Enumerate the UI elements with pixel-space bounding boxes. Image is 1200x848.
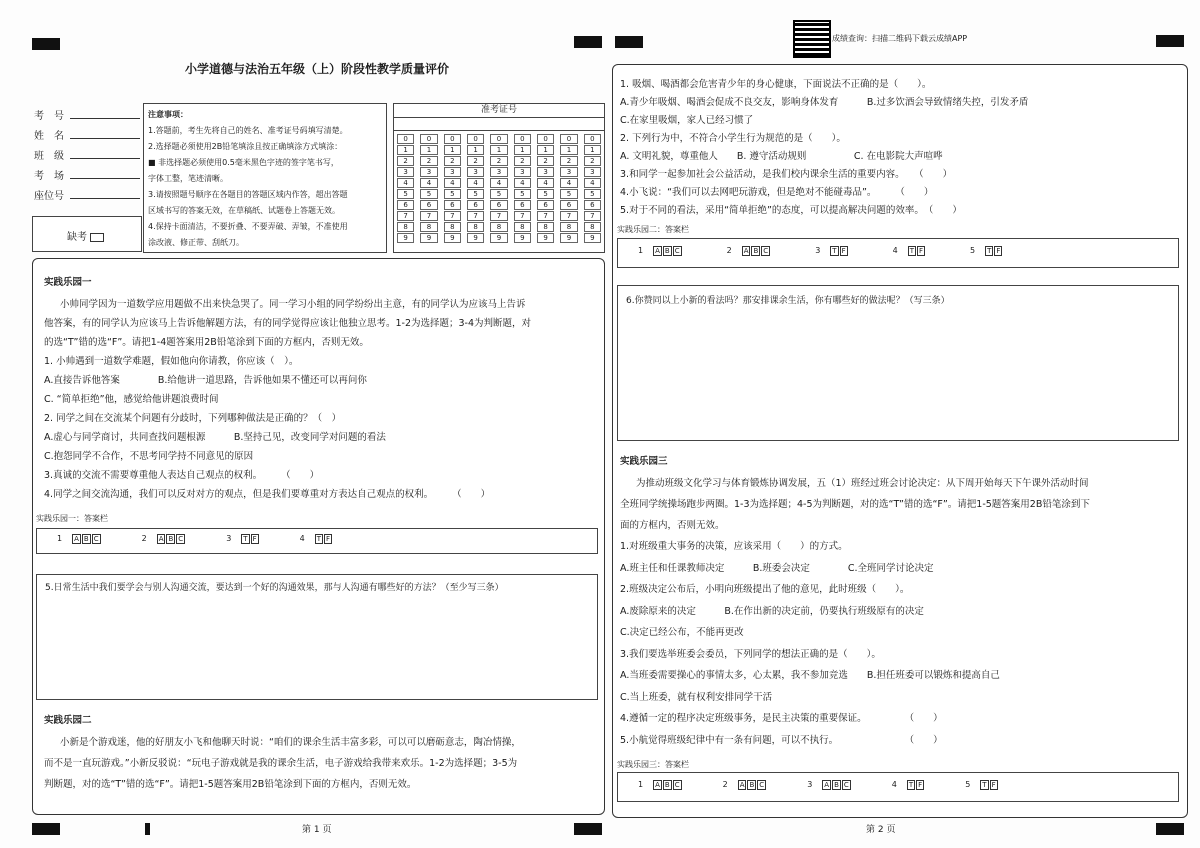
omr-digit-bubble[interactable]: 9 [584, 233, 601, 243]
answer-bubble[interactable]: F [991, 781, 996, 789]
absent-checkbox[interactable] [90, 233, 104, 242]
answer-item [727, 246, 772, 255]
answer-item [893, 246, 926, 255]
omr-digit-bubble[interactable]: 1 [397, 145, 414, 155]
answer-bubble[interactable]: T [987, 247, 992, 255]
omr-digit-bubble[interactable]: 2 [420, 156, 437, 166]
omr-digit-bubble[interactable]: 6 [467, 200, 484, 210]
omr-digit-bubble[interactable]: 0 [467, 134, 484, 144]
question-4: 4.同学之间交流沟通，我们可以反对对方的观点，但是我们要尊重对方表达自己观点的权利。 （ ） [44, 489, 491, 500]
answer-item [57, 534, 102, 543]
answer-bubble[interactable]: B [664, 781, 670, 789]
omr-digit-bubble[interactable]: 0 [514, 134, 531, 144]
answer-bubble[interactable]: T [909, 247, 914, 255]
question-2-option-c: C.决定已经公布，不能再更改 [620, 627, 744, 638]
omr-digit-bubble[interactable]: 5 [584, 189, 601, 199]
section-2 [44, 714, 596, 795]
omr-digit-grid[interactable] [394, 131, 604, 243]
omr-digit-bubble[interactable]: 0 [560, 134, 577, 144]
omr-digit-bubble[interactable]: 1 [514, 145, 531, 155]
note-line: 4.保持卡面清洁，不要折叠、不要弄破、弄皱，不准使用 [148, 222, 348, 231]
answer-number: 3 [815, 246, 821, 255]
exam-room-field[interactable] [70, 168, 140, 179]
omr-digit-bubble[interactable]: 0 [420, 134, 437, 144]
omr-digit-bubble[interactable]: 0 [444, 134, 461, 144]
omr-digit-bubble[interactable]: 0 [537, 134, 554, 144]
answer-bubble[interactable]: B [168, 535, 174, 543]
omr-digit-bubble[interactable]: 4 [397, 178, 414, 188]
omr-digit-bubble[interactable]: 6 [514, 200, 531, 210]
answer-item [965, 780, 998, 789]
omr-digit-bubble[interactable]: 8 [537, 222, 554, 232]
omr-digit-bubble[interactable]: 5 [467, 189, 484, 199]
omr-digit-bubble[interactable]: 7 [467, 211, 484, 221]
question-2-options: A.虚心与同学商讨，共同查找问题根源 B.坚持己见，改变同学对问题的看法 [44, 432, 386, 443]
answer-bar [617, 772, 1179, 802]
intro-line: 面的方框内，否则无效。 [620, 520, 725, 531]
omr-digit-bubble[interactable]: 4 [467, 178, 484, 188]
omr-digit-bubble[interactable]: 2 [584, 156, 601, 166]
question-1-options: A.班主任和任课教师决定 B.班委会决定 C.全班同学讨论决定 [620, 562, 934, 574]
answer-number: 3 [807, 780, 813, 789]
answer-bubble[interactable]: F [252, 535, 257, 543]
answer-item [815, 246, 848, 255]
omr-digit-bubble[interactable]: 8 [467, 222, 484, 232]
answer-number: 5 [965, 780, 971, 789]
question-3-option-c: C.当上班委，就有权利安排同学干活 [620, 691, 773, 703]
registration-mark [1156, 823, 1184, 835]
answer-bubble[interactable]: A [158, 535, 164, 543]
omr-digit-bubble[interactable]: 9 [397, 233, 414, 243]
omr-digit-bubble[interactable]: 7 [420, 211, 437, 221]
answer-bar-label: 实践乐园一：答案栏 [36, 514, 108, 523]
answer-item [300, 534, 333, 543]
registration-mark [32, 38, 60, 50]
answer-bubble[interactable]: C [674, 247, 680, 255]
answer-bubble[interactable]: C [763, 247, 769, 255]
omr-digit-bubble[interactable]: 1 [584, 145, 601, 155]
omr-digit-bubble[interactable]: 5 [490, 189, 507, 199]
omr-digit-bubble[interactable]: 8 [420, 222, 437, 232]
omr-digit-bubble[interactable]: 7 [514, 211, 531, 221]
question-4: 4.遵循一定的程序决定班级事务，是民主决策的重要保证。 （ ） [620, 713, 943, 724]
question-6: 6.你赞同以上小新的看法吗？那安排课余生活，你有哪些好的做法呢？（写三条） [626, 296, 950, 306]
omr-digit-bubble[interactable]: 3 [560, 167, 577, 177]
omr-digit-bubble[interactable]: 6 [490, 200, 507, 210]
qr-code-icon[interactable] [793, 20, 831, 58]
answer-bubble[interactable]: A [739, 781, 745, 789]
omr-digit-bubble[interactable]: 8 [444, 222, 461, 232]
omr-digit-bubble[interactable]: 2 [397, 156, 414, 166]
intro-line: 的选“T”错的选“F”。请把1-4题答案用2B铅笔涂到下面的方框内，否则无效。 [44, 337, 369, 348]
question-1-options: A.直接告诉他答案 B.给他讲一道思路，告诉他如果不懂还可以再问你 [44, 375, 367, 386]
answer-bar-label: 实践乐园二：答案栏 [617, 225, 689, 234]
omr-digit-bubble[interactable]: 2 [490, 156, 507, 166]
note-line: 1.答题前，考生先将自己的姓名、准考证号码填写清楚。 [148, 126, 348, 135]
omr-digit-bubble[interactable]: 6 [397, 200, 414, 210]
question-3: 3.真诚的交流不需要尊重他人表达自己观点的权利。 （ ） [44, 470, 320, 481]
omr-digit-bubble[interactable]: 5 [514, 189, 531, 199]
answer-number: 1 [57, 534, 63, 543]
answer-item [142, 534, 187, 543]
omr-digit-bubble[interactable]: 5 [560, 189, 577, 199]
handwriting-area[interactable] [45, 601, 589, 693]
absent-box [32, 216, 142, 252]
answer-bubble[interactable]: F [325, 535, 330, 543]
omr-digit-bubble[interactable]: 4 [490, 178, 507, 188]
omr-digit-bubble[interactable]: 1 [420, 145, 437, 155]
class-field[interactable] [70, 148, 140, 159]
omr-digit-bubble[interactable]: 9 [490, 233, 507, 243]
question-1-options: A.青少年吸烟、喝酒会促成不良交友，影响身体发育 B.过多饮酒会导致情绪失控，引发矛盾 [620, 97, 1029, 108]
section-title: 实践乐园一 [44, 277, 92, 288]
omr-digit-bubble[interactable]: 3 [420, 167, 437, 177]
intro-line: 他答案，有的同学认为应该马上告诉他解题方法，有的同学觉得应该让他独立思考。1-2为选择题；3-4为判断题，对 [44, 318, 532, 329]
omr-digit-bubble[interactable]: 4 [560, 178, 577, 188]
registration-mark [574, 36, 602, 48]
notes-box [143, 103, 387, 253]
answer-bubble[interactable]: C [178, 535, 184, 543]
omr-digit-bubble[interactable]: 1 [560, 145, 577, 155]
answer-bar [617, 238, 1179, 268]
question-3-options: A.当班委需要操心的事情太多，心太累，我不参加竞选 B.担任班委可以锻炼和提高自己 [620, 670, 1000, 681]
question-2-options: A. 文明礼貌，尊重他人 B. 遵守活动规则 C. 在电影院大声喧哗 [620, 151, 943, 162]
omr-digit-bubble[interactable]: 7 [537, 211, 554, 221]
omr-digit-bubble[interactable]: 3 [444, 167, 461, 177]
registration-mark [615, 36, 643, 48]
answer-bubble[interactable]: T [982, 781, 987, 789]
question-2: 2. 下列行为中，不符合小学生行为规范的是（ ）。 [620, 133, 846, 144]
answer-bubble[interactable]: A [743, 247, 749, 255]
exam-title: 小学道德与法治五年级（上）阶段性教学质量评价 [185, 62, 450, 76]
answer-number: 1 [638, 780, 644, 789]
answer-bubble[interactable]: T [832, 247, 837, 255]
section-2-questions [620, 76, 1180, 220]
answer-bubble[interactable]: A [74, 535, 79, 543]
omr-digit-bubble[interactable]: 9 [514, 233, 531, 243]
omr-digit-bubble[interactable]: 4 [444, 178, 461, 188]
question-3: 3.和同学一起参加社会公益活动，是我们校内课余生活的重要内容。 （ ） [620, 169, 953, 180]
answer-bubble[interactable]: F [918, 781, 923, 789]
omr-digit-bubble[interactable]: 7 [560, 211, 577, 221]
note-line: 区域书写的答案无效，在草稿纸、试题卷上答题无效。 [148, 206, 340, 215]
note-line: 涂改液、修正带、刮纸刀。 [148, 238, 244, 247]
omr-digit-bubble[interactable]: 1 [537, 145, 554, 155]
student-id-field[interactable] [70, 108, 140, 119]
omr-digit-bubble[interactable]: 6 [420, 200, 437, 210]
answer-item [226, 534, 259, 543]
page-number: 第 2 页 [866, 825, 896, 835]
omr-digit-bubble[interactable]: 7 [584, 211, 601, 221]
answer-item [638, 780, 683, 789]
omr-digit-bubble[interactable]: 1 [490, 145, 507, 155]
question-2-options: A.废除原来的决定 B.在作出新的决定前，仍要执行班级原有的决定 [620, 605, 924, 617]
question-5: 5.对于不同的看法，采用“简单拒绝”的态度，可以提高解决问题的效率。 （ ） [620, 205, 962, 216]
omr-digit-bubble[interactable]: 4 [420, 178, 437, 188]
omr-digit-bubble[interactable]: 7 [444, 211, 461, 221]
answer-number: 4 [299, 534, 305, 543]
name-field[interactable] [70, 128, 140, 139]
omr-digit-bubble[interactable]: 4 [537, 178, 554, 188]
omr-digit-bubble[interactable]: 3 [514, 167, 531, 177]
omr-digit-bubble[interactable]: 1 [467, 145, 484, 155]
omr-digit-bubble[interactable]: 5 [537, 189, 554, 199]
answer-bubble[interactable]: A [824, 781, 830, 789]
admission-number-grid [393, 103, 605, 253]
question-1: 1. 小帅遇到一道数学难题，假如他向你请教，你应该（ ）。 [44, 356, 299, 367]
omr-digit-bubble[interactable]: 5 [397, 189, 414, 199]
seat-field[interactable] [70, 188, 140, 199]
answer-bubble[interactable]: T [908, 781, 914, 789]
open-question-box [36, 574, 598, 700]
answer-number: 3 [226, 534, 232, 543]
omr-digit-bubble[interactable]: 6 [584, 200, 601, 210]
omr-digit-bubble[interactable]: 4 [584, 178, 601, 188]
omr-digit-bubble[interactable]: 4 [514, 178, 531, 188]
omr-digit-bubble[interactable]: 8 [584, 222, 601, 232]
omr-digit-bubble[interactable]: 5 [444, 189, 461, 199]
omr-digit-bubble[interactable]: 3 [584, 167, 601, 177]
omr-digit-bubble[interactable]: 2 [537, 156, 554, 166]
intro-line: 判断题，对的选“T”错的选“F”。请把1-5题答案用2B铅笔涂到下面的方框内，否则无效。 [44, 779, 417, 790]
answer-bubble[interactable]: T [243, 535, 248, 543]
omr-digit-bubble[interactable]: 9 [560, 233, 577, 243]
answer-bubble[interactable]: F [918, 247, 923, 255]
answer-number: 2 [722, 780, 728, 789]
notes-title: 注意事项： [148, 110, 188, 119]
registration-mark [1156, 35, 1184, 47]
omr-digit-bubble[interactable]: 3 [490, 167, 507, 177]
section-3 [620, 455, 1180, 751]
omr-digit-bubble[interactable]: 6 [560, 200, 577, 210]
answer-bubble[interactable]: A [655, 781, 660, 789]
question-5: 5.小航觉得班级纪律中有一条有问题，可以不执行。 （ ） [620, 734, 943, 746]
answer-item [892, 780, 925, 789]
omr-digit-bubble[interactable]: 7 [490, 211, 507, 221]
answer-number: 4 [891, 780, 897, 789]
answer-bubble[interactable]: F [996, 247, 1001, 255]
answer-bubble[interactable]: B [749, 781, 755, 789]
student-info: 考 号 姓 名 班 级 考 场 座位号 [34, 108, 140, 204]
omr-digit-bubble[interactable]: 9 [537, 233, 554, 243]
answer-bar [36, 528, 598, 554]
question-1-option-c: C.在家里吸烟，家人已经习惯了 [620, 115, 754, 126]
question-5: 5.日常生活中我们要学会与别人沟通交流，要达到一个好的沟通效果，那与人沟通有哪些好的方法？（至少写三条） [45, 583, 504, 593]
omr-digit-bubble[interactable]: 2 [467, 156, 484, 166]
question-1: 1.对班级重大事务的决策，应该采用（ ）的方式。 [620, 541, 848, 552]
answer-bubble[interactable]: F [841, 247, 846, 255]
answer-number: 5 [970, 246, 976, 255]
omr-digit-bubble[interactable]: 2 [560, 156, 577, 166]
omr-digit-bubble[interactable]: 0 [490, 134, 507, 144]
registration-mark [145, 823, 150, 835]
omr-digit-bubble[interactable]: 3 [537, 167, 554, 177]
answer-bubble[interactable]: C [93, 535, 99, 543]
handwriting-area[interactable] [626, 314, 1170, 434]
answer-bubble[interactable]: A [655, 247, 660, 255]
question-3: 3.我们要选举班委会委员，下列同学的想法正确的是（ ）。 [620, 648, 881, 660]
section-1 [44, 276, 596, 504]
answer-number: 2 [726, 246, 732, 255]
answer-bubble[interactable]: B [834, 781, 839, 789]
answer-bubble[interactable]: B [753, 247, 759, 255]
note-line: 3.请按照题号顺序在各题目的答题区域内作答，超出答题 [148, 190, 348, 199]
registration-mark [574, 823, 602, 835]
question-2-option-c: C.抱怨同学不合作，不思考同学持不同意见的原因 [44, 451, 254, 462]
open-question-box [617, 285, 1179, 441]
omr-digit-bubble[interactable]: 8 [560, 222, 577, 232]
note-line: 字体工整，笔迹清晰。 [148, 174, 228, 183]
answer-item [807, 780, 852, 789]
answer-bubble[interactable]: B [83, 535, 89, 543]
answer-bubble[interactable]: B [664, 247, 670, 255]
answer-bubble[interactable]: C [843, 781, 849, 789]
answer-bar-label: 实践乐园三：答案栏 [617, 760, 689, 769]
omr-digit-bubble[interactable]: 9 [420, 233, 437, 243]
answer-number: 4 [892, 246, 898, 255]
section-title: 实践乐园二 [44, 715, 92, 726]
question-1-option-c: C. “简单拒绝”他，感觉给他讲题浪费时间 [44, 394, 219, 405]
omr-digit-bubble[interactable]: 6 [537, 200, 554, 210]
answer-bubble[interactable]: C [759, 781, 765, 789]
omr-digit-bubble[interactable]: 3 [397, 167, 414, 177]
note-line: ■ 非选择题必须使用0.5毫米黑色字迹的签字笔书写， [148, 158, 339, 167]
question-2: 2.班级决定公布后，小明向班级提出了他的意见，此时班级（ ）。 [620, 584, 910, 595]
absent-label: 缺考 [67, 228, 104, 243]
answer-bubble[interactable]: T [316, 535, 321, 543]
omr-digit-bubble[interactable]: 7 [397, 211, 414, 221]
qr-caption: 成绩查询：扫描二维码下载云成绩APP [832, 34, 968, 43]
intro-line: 而不是一直玩游戏。”小新反驳说：“玩电子游戏就是我的课余生活，电子游戏给我带来欢乐。1-2为选择题；3-5为 [44, 758, 518, 769]
answer-item [723, 780, 768, 789]
intro-line: 小新是个游戏迷，他的好朋友小飞和他聊天时说：“咱们的课余生活丰富多彩，可以可以磨砺意志，陶冶情操， [60, 737, 521, 748]
omr-digit-bubble[interactable]: 6 [444, 200, 461, 210]
intro-line: 为推动班级文化学习与体育锻炼协调发展，五（1）班经过班会讨论决定：从下周开始每天下午课外活动时间 [636, 478, 1089, 489]
page-number: 第 1 页 [302, 825, 332, 835]
intro-line: 全班同学统操场跑步两圈。1-3为选择题；4-5为判断题，对的选“T”错的选“F”。请把1-5题答案用2B铅笔涂到下 [620, 499, 1090, 510]
question-1: 1. 吸烟、喝酒都会危害青少年的身心健康，下面说法不正确的是（ ）。 [620, 79, 932, 90]
answer-number: 2 [141, 534, 147, 543]
omr-digit-bubble[interactable]: 2 [514, 156, 531, 166]
question-2: 2. 同学之间在交流某个问题有分歧时，下列哪种做法是正确的？（ ） [44, 413, 342, 424]
omr-digit-bubble[interactable]: 9 [467, 233, 484, 243]
omr-digit-bubble[interactable]: 8 [490, 222, 507, 232]
intro-line: 小帅同学因为一道数学应用题做不出来快急哭了。同一学习小组的同学纷纷出主意，有的同学认为应该马上告诉 [60, 299, 526, 310]
section-title: 实践乐园三 [620, 456, 668, 467]
answer-item [970, 246, 1003, 255]
omr-digit-bubble[interactable]: 8 [397, 222, 414, 232]
note-line: 2.选择题必须使用2B铅笔填涂且按正确填涂方式填涂： [148, 142, 343, 151]
omr-digit-bubble[interactable]: 3 [467, 167, 484, 177]
omr-digit-bubble[interactable]: 0 [397, 134, 414, 144]
question-4: 4.小飞说：“我们可以去网吧玩游戏，但是绝对不能碰毒品”。 （ ） [620, 187, 934, 198]
omr-digit-bubble[interactable]: 9 [444, 233, 461, 243]
omr-digit-bubble[interactable]: 8 [514, 222, 531, 232]
answer-number: 1 [638, 246, 644, 255]
omr-digit-bubble[interactable]: 1 [444, 145, 461, 155]
admission-title: 准考证号 [394, 104, 604, 118]
omr-digit-bubble[interactable]: 0 [584, 134, 601, 144]
registration-mark [32, 823, 60, 835]
answer-bubble[interactable]: C [674, 781, 680, 789]
answer-item [638, 246, 683, 255]
omr-digit-bubble[interactable]: 2 [444, 156, 461, 166]
omr-digit-bubble[interactable]: 5 [420, 189, 437, 199]
